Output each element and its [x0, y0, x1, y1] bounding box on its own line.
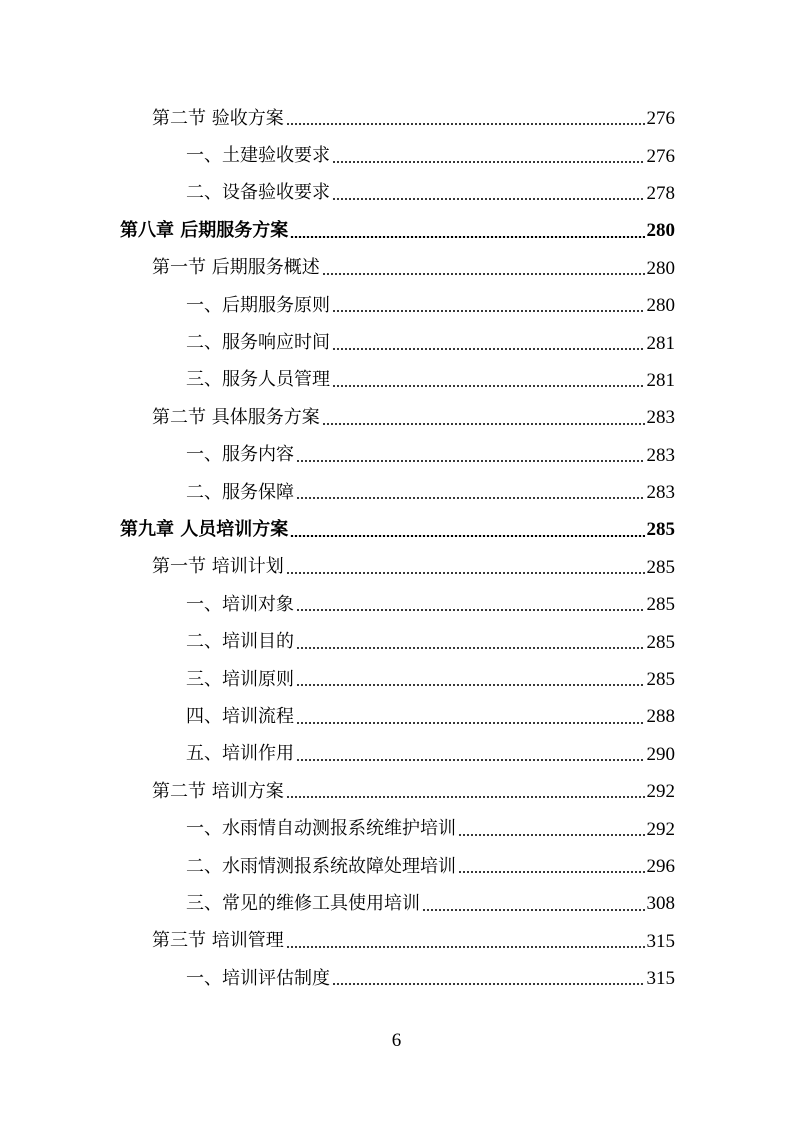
toc-dot-leader	[286, 572, 645, 574]
toc-chapter-entry[interactable]	[0, 511, 793, 548]
toc-entry-title: 二、水雨情测报系统故障处理培训	[186, 855, 456, 877]
toc-entry-page: 315	[646, 968, 675, 990]
toc-entry-page: 281	[646, 332, 675, 354]
toc-entry-title: 一、水雨情自动测报系统维护培训	[186, 818, 456, 840]
toc-dot-leader	[296, 647, 645, 649]
toc-entry-title: 一、土建验收要求	[186, 145, 330, 167]
toc-entry-page: 285	[646, 519, 675, 541]
toc-entry[interactable]	[0, 100, 793, 137]
toc-dot-leader	[286, 796, 645, 798]
toc-entry-page: 285	[646, 669, 675, 691]
toc-entry-title: 第二节 培训方案	[152, 780, 284, 802]
toc-dot-leader	[286, 946, 645, 948]
toc-entry-title: 二、培训目的	[186, 631, 294, 653]
toc-dot-leader	[332, 198, 645, 200]
toc-entry[interactable]	[0, 923, 793, 960]
toc-dot-leader	[422, 909, 645, 911]
toc-entry[interactable]	[0, 437, 793, 474]
toc-dot-leader	[286, 123, 645, 125]
toc-entry-page: 276	[646, 108, 675, 130]
toc-entry-title: 第二节 具体服务方案	[152, 406, 320, 428]
toc-entry[interactable]	[0, 549, 793, 586]
toc-entry-title: 二、设备验收要求	[186, 182, 330, 204]
toc-entry-title: 五、培训作用	[186, 743, 294, 765]
toc-entry-page: 296	[646, 856, 675, 877]
toc-dot-leader	[296, 497, 645, 499]
toc-dot-leader	[296, 722, 645, 724]
toc-entry-page: 280	[646, 295, 675, 317]
toc-entry[interactable]	[0, 848, 793, 885]
toc-entry[interactable]	[0, 623, 793, 660]
toc-dot-leader	[322, 423, 645, 425]
toc-chapter-entry[interactable]	[0, 212, 793, 249]
toc-entry-title: 一、服务内容	[186, 444, 294, 466]
toc-dot-leader	[296, 759, 645, 761]
toc-entry[interactable]	[0, 362, 793, 399]
toc-dot-leader	[296, 609, 645, 611]
toc-entry-title: 三、服务人员管理	[186, 369, 330, 391]
toc-entry[interactable]	[0, 399, 793, 436]
toc-entry-title: 第八章 后期服务方案	[120, 219, 289, 241]
toc-dot-leader	[296, 460, 645, 462]
toc-entry[interactable]	[0, 175, 793, 212]
toc-dot-leader	[290, 236, 644, 238]
toc-entry-page: 283	[646, 482, 675, 504]
toc-entry-page: 290	[646, 743, 675, 765]
toc-dot-leader	[296, 684, 645, 686]
toc-dot-leader	[322, 273, 645, 275]
toc-entry-title: 第三节 培训管理	[152, 930, 284, 952]
table-of-contents	[0, 100, 793, 997]
toc-entry-title: 四、培训流程	[186, 705, 294, 727]
toc-entry-title: 一、培训对象	[186, 593, 294, 615]
toc-entry[interactable]	[0, 960, 793, 997]
toc-entry-page: 280	[646, 220, 675, 242]
toc-entry[interactable]	[0, 324, 793, 361]
toc-dot-leader	[332, 310, 645, 312]
toc-entry[interactable]	[0, 250, 793, 287]
toc-entry[interactable]	[0, 287, 793, 324]
toc-entry[interactable]	[0, 736, 793, 773]
toc-dot-leader	[332, 983, 645, 985]
toc-entry-page: 278	[646, 182, 675, 204]
toc-entry-title: 二、服务响应时间	[186, 332, 330, 354]
toc-entry-title: 第一节 后期服务概述	[152, 257, 320, 279]
toc-entry-page: 285	[646, 631, 675, 653]
toc-entry-title: 第二节 验收方案	[152, 107, 284, 129]
toc-entry-page: 315	[646, 930, 675, 952]
toc-entry-page: 283	[646, 444, 675, 466]
toc-entry-page: 281	[646, 369, 675, 391]
toc-entry[interactable]	[0, 137, 793, 174]
toc-entry[interactable]	[0, 885, 793, 922]
toc-entry-page: 288	[646, 706, 675, 728]
toc-entry-page: 308	[646, 893, 675, 915]
toc-entry-title: 二、服务保障	[186, 481, 294, 503]
page-number: 6	[391, 1030, 402, 1051]
toc-entry[interactable]	[0, 586, 793, 623]
toc-dot-leader	[458, 834, 645, 836]
toc-entry-title: 三、培训原则	[186, 668, 294, 690]
toc-entry[interactable]	[0, 698, 793, 735]
toc-entry[interactable]	[0, 661, 793, 698]
toc-dot-leader	[332, 161, 645, 163]
toc-entry-page: 285	[646, 556, 675, 578]
toc-dot-leader	[332, 385, 645, 387]
toc-entry-title: 第一节 培训计划	[152, 556, 284, 578]
toc-dot-leader	[458, 871, 645, 873]
toc-dot-leader	[332, 348, 645, 350]
toc-entry-page: 292	[646, 781, 675, 803]
toc-entry[interactable]	[0, 474, 793, 511]
toc-entry-title: 一、培训评估制度	[186, 967, 330, 989]
toc-entry[interactable]	[0, 810, 793, 847]
toc-entry-page: 280	[646, 257, 675, 279]
toc-entry-page: 292	[646, 818, 675, 840]
toc-dot-leader	[290, 535, 644, 537]
toc-entry-page: 285	[646, 594, 675, 616]
toc-entry-title: 第九章 人员培训方案	[120, 518, 289, 540]
toc-entry-page: 276	[646, 145, 675, 167]
toc-entry-page: 283	[646, 407, 675, 429]
toc-entry[interactable]	[0, 773, 793, 810]
toc-entry-title: 三、常见的维修工具使用培训	[186, 892, 420, 914]
toc-entry-title: 一、后期服务原则	[186, 294, 330, 316]
